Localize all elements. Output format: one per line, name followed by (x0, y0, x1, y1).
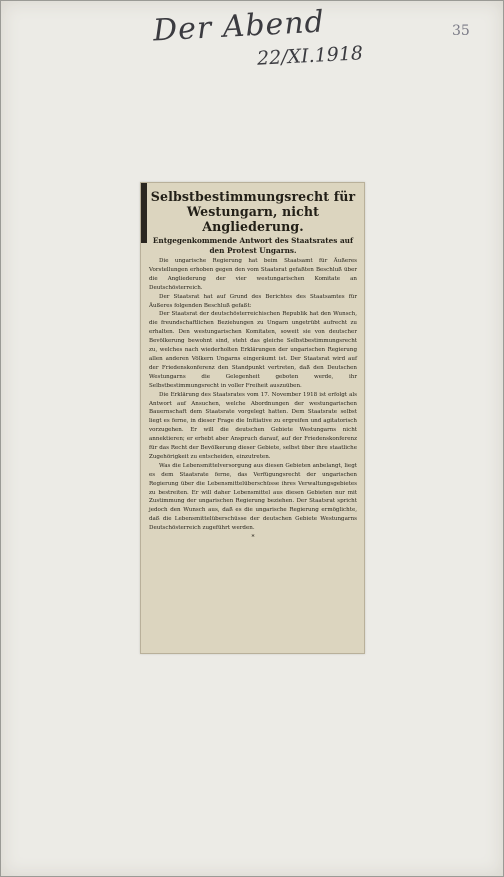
article-paragraph: Der Staatsrat der deutschösterreichischen Republik hat den Wunsch, die freundschaftlichen Beziehungen zu Ungarn ungetrübt aufrecht zu erhalten. Den westungarischen Komitaten, soweit sie von deutscher Bevölkerung bewohnt sind, steht das gleiche Selbstbestimmungsrecht zu, welches nach wiederholten Erklärungen der ungarischen Regierung allen anderen Völkern Ungarns eingeräumt ist. Der Staatsrat wird auf der Friedenskonferenz den Standpunkt vertreten, daß den Deutschen Westungarns die Gelegenheit geboten werde, ihr Selbstbestimmungsrecht in voller Freiheit auszuüben. (149, 311, 357, 389)
article-paragraph: Die ungarische Regierung hat beim Staatsamt für Äußeres Vorstellungen erhoben gegen den vom Staatsrat gefaßten Beschluß über die Angliederung der vier westungarischen Komitate an Deutschösterreich. (149, 258, 357, 291)
article-subheadline: Entgegenkommende Antwort des Staatsrates auf den Protest Ungarns. (152, 236, 354, 255)
handwritten-date: 22/XI.1918 (256, 42, 364, 70)
end-mark: * (251, 534, 255, 542)
newspaper-clipping (140, 182, 365, 654)
page-number: 35 (452, 23, 470, 39)
handwritten-newspaper-name: Der Abend (152, 4, 326, 49)
article-paragraph: Der Staatsrat hat auf Grund des Berichtes des Staatsamtes für Äußeres folgenden Beschluß gefaßt: (149, 293, 357, 309)
article-paragraph: Die Erklärung des Staatsrates vom 17. November 1918 ist erfolgt als Antwort auf Ansuchen, welche Abordnungen der westungarischen Bauernschaft dem Staatsrate vorgelegt hatten. Dem Staatsrate selbst liegt es ferne, in dieser Frage die Initiative zu ergreifen und agitatorisch vorzugehen. Er will die deutschen Gebiete Westungarns nicht annektieren; er erhebt aber Anspruch darauf, auf der Friedenskonferenz für das Recht der Bevölkerung dieser Gebiete, selbst über ihre staatliche Zugehörigkeit zu entscheiden, einzutreten. (149, 391, 357, 460)
article-headline: Selbstbestimmungsrecht für Westungarn, nicht Angliederung. (150, 189, 356, 234)
article-paragraph: Was die Lebensmittelversorgung aus diesen Gebieten anbelangt, liegt es dem Staatsrate ferne, das Verfügungsrecht der ungarischen Regierung über die Lebensmittelüberschüsse ihres Verwaltungsgebietes zu bestreiten. Er will daher Lebensmittel aus diesen Gebieten nur mit Zustimmung der ungarischen Regierung beziehen. Der Staatsrat spricht jedoch den Wunsch aus, daß es die ungarische Regierung ermöglichte, daß die Lebensmittelüberschüsse der deutschen Gebiete Westungarns Deutschösterreich zugeführt werden. (149, 462, 357, 532)
